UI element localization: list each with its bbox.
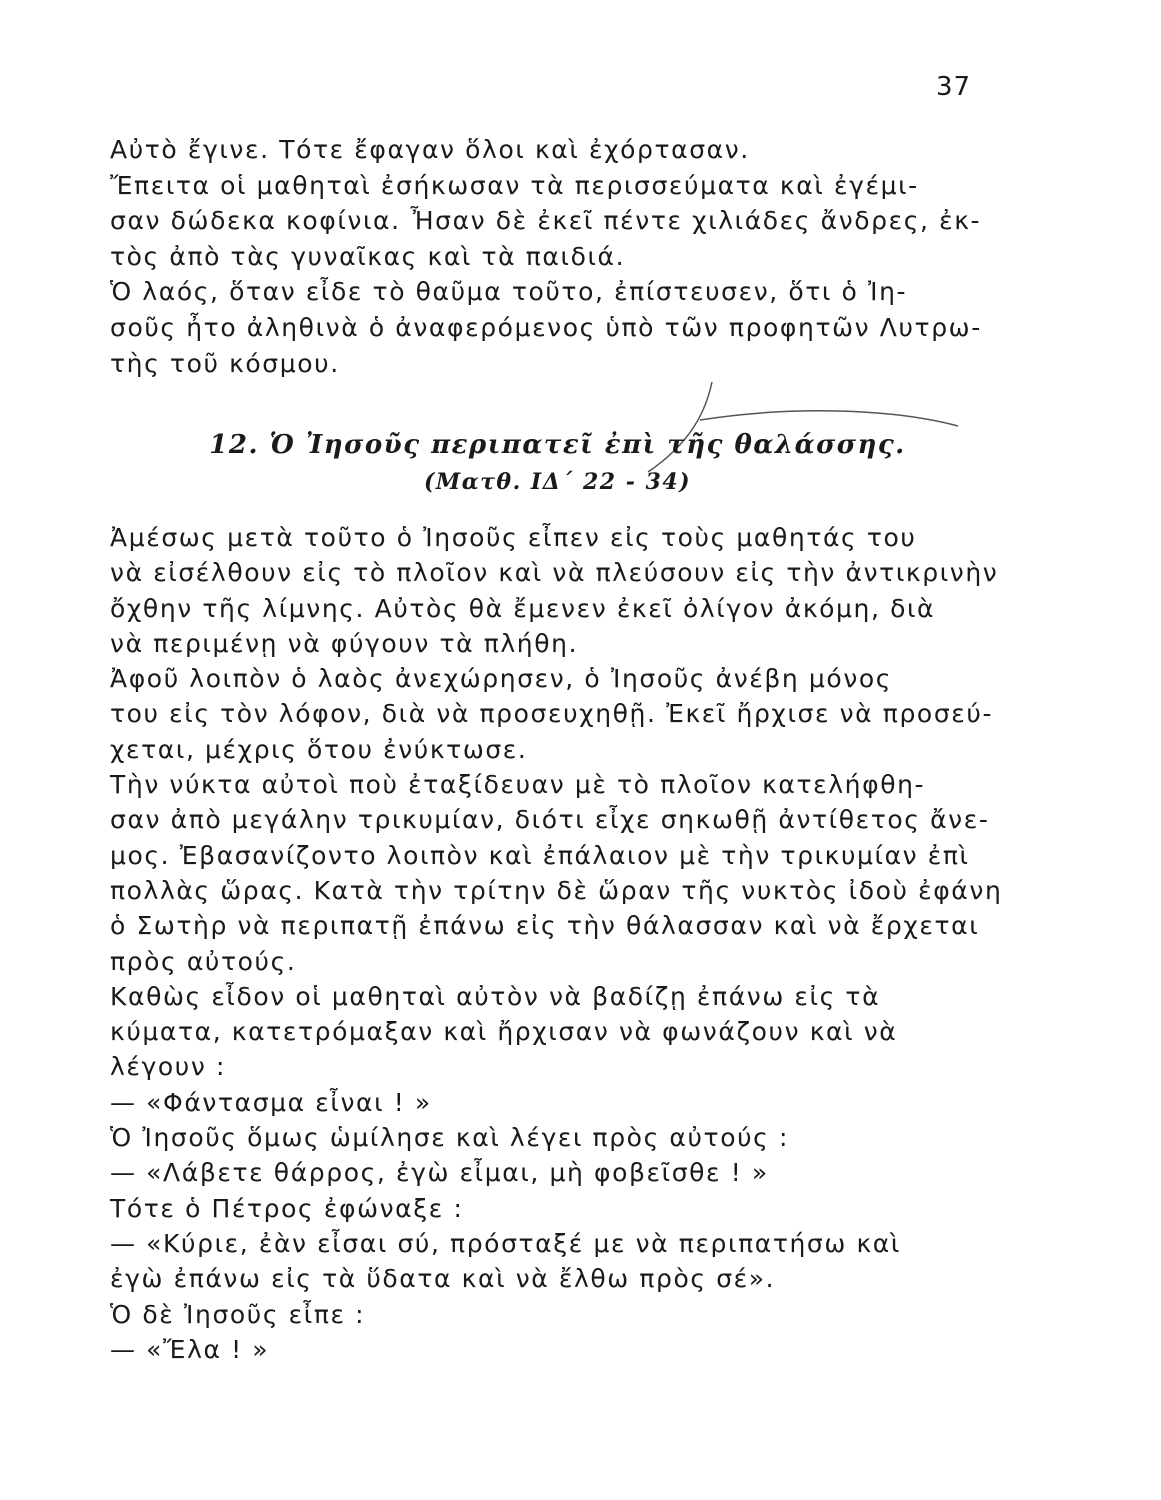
text-line: σαν δώδεκα κοφίνια. Ἦσαν δὲ ἐκεῖ πέντε χιλιάδες ἄνδρες, ἐκ- <box>110 206 982 236</box>
text-line: Αὐτὸ ἔγινε. Τότε ἔφαγαν ὅλοι καὶ ἐχόρτασαν. <box>110 135 750 164</box>
section-heading <box>110 425 1005 499</box>
text-line: Ὁ λαός, ὅταν εἶδε τὸ θαῦμα τοῦτο, ἐπίστευσεν, ὅτι ὁ Ἰη- <box>110 277 908 307</box>
text-line: πολλὰς ὥρας. Κατὰ τὴν τρίτην δὲ ὥραν τῆς νυκτὸς ἰδοὺ ἐφάνη <box>110 875 1003 905</box>
text-line: Ὁ Ἰησοῦς ὅμως ὡμίλησε καὶ λέγει πρὸς αὐτούς : <box>110 1123 789 1153</box>
text-line: Τότε ὁ Πέτρος ἐφώναξε : <box>110 1193 464 1223</box>
text-line: σαν ἀπὸ μεγάλην τρικυμίαν, διότι εἶχε σηκωθῇ ἀντίθετος ἄνε- <box>110 805 990 835</box>
text-line: μος. Ἐβασανίζοντο λοιπὸν καὶ ἐπάλαιον μὲ τὴν τρικυμίαν ἐπὶ <box>110 840 970 870</box>
text-line: πρὸς αὐτούς. <box>110 946 297 976</box>
text-line: λέγουν : <box>110 1052 226 1082</box>
text-line: — «Λάβετε θάρρος, ἐγὼ εἶμαι, μὴ φοβεῖσθε ! » <box>110 1158 769 1188</box>
text-line: — «Ἔλα ! » <box>110 1334 270 1364</box>
text-line: νὰ εἰσέλθουν εἰς τὸ πλοῖον καὶ νὰ πλεύσουν εἰς τὴν ἀντικρινὴν <box>110 558 999 588</box>
body-paragraphs <box>110 520 1005 1367</box>
section-title: 12. Ὁ Ἰησοῦς περιπατεῖ ἐπὶ τῆς θαλάσσης. <box>209 430 906 460</box>
text-line: — «Κύριε, ἐὰν εἶσαι σύ, πρόσταξέ με νὰ περιπατήσω καὶ <box>110 1228 901 1258</box>
text-line: Ἀφοῦ λοιπὸν ὁ λαὸς ἀνεχώρησεν, ὁ Ἰησοῦς ἀνέβη μόνος <box>110 664 893 694</box>
intro-paragraphs <box>110 132 1005 381</box>
text-line: ὁ Σωτὴρ νὰ περιπατῇ ἐπάνω εἰς τὴν θάλασσαν καὶ νὰ ἔρχεται <box>110 911 980 941</box>
text-line: Ἔπειτα οἱ μαθηταὶ ἐσήκωσαν τὰ περισσεύματα καὶ ἐγέμι- <box>110 170 919 200</box>
page-number: 37 <box>936 72 972 102</box>
text-line: χεται, μέχρις ὅτου ἐνύκτωσε. <box>110 734 528 764</box>
text-line: — «Φάντασμα εἶναι ! » <box>110 1087 432 1117</box>
text-line: σοῦς ἦτο ἀληθινὰ ὁ ἀναφερόμενος ὑπὸ τῶν προφητῶν Λυτρω- <box>110 312 982 342</box>
text-line: Ὁ δὲ Ἰησοῦς εἶπε : <box>110 1299 366 1329</box>
text-line: του εἰς τὸν λόφον, διὰ νὰ προσευχηθῇ. Ἐκεῖ ἤρχισε νὰ προσεύ- <box>110 699 994 729</box>
text-line: ὄχθην τῆς λίμνης. Αὐτὸς θὰ ἔμενεν ἐκεῖ ὀλίγον ἀκόμη, διὰ <box>110 593 936 623</box>
text-line: ἐγὼ ἐπάνω εἰς τὰ ὕδατα καὶ νὰ ἔλθω πρὸς σέ». <box>110 1264 776 1294</box>
text-line: κύματα, κατετρόμαξαν καὶ ἤρχισαν νὰ φωνάζουν καὶ νὰ <box>110 1017 898 1047</box>
text-line: Καθὼς εἶδον οἱ μαθηταὶ αὐτὸν νὰ βαδίζῃ ἐπάνω εἰς τὰ <box>110 981 881 1011</box>
text-line: τὴς τοῦ κόσμου. <box>110 348 340 378</box>
text-line: Ἀμέσως μετὰ τοῦτο ὁ Ἰησοῦς εἶπεν εἰς τοὺς μαθητάς του <box>110 523 917 552</box>
text-line: τὸς ἀπὸ τὰς γυναῖκας καὶ τὰ παιδιά. <box>110 241 626 271</box>
text-line: Τὴν νύκτα αὐτοὶ ποὺ ἐταξίδευαν μὲ τὸ πλοῖον κατελήφθη- <box>110 770 926 800</box>
section-reference: (Ματθ. ΙΔ΄ 22 - 34) <box>423 469 692 495</box>
text-line: νὰ περιμένῃ νὰ φύγουν τὰ πλήθη. <box>110 628 579 658</box>
